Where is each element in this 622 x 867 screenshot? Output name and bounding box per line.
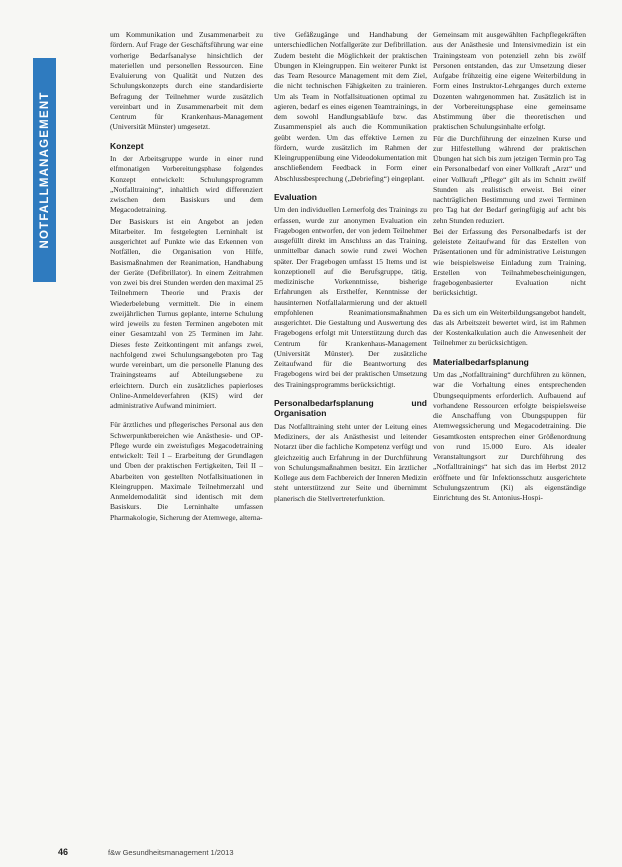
paragraph: Für die Durchführung der einzelnen Kurse und zur Hilfestellung während der praktischen Übungen hat sich bis zum jetzigen Termin pro Tag ein Personalbedarf von einer Vollkraft „Arzt“ und einer Vollkraft „Pflege“ gilt als im Schnitt zwölf Stunden als realistisch erweist. Bei einer nachträglichen Bestimmung und zwei Terminen pro Tag hat der Bedarf geringfügig auf acht bis zehn Stunden reduziert. (433, 133, 586, 225)
paragraph: Gemeinsam mit ausgewählten Fachpflegekräften aus der Anästhesie und Intensivmedizin ist ein Trainingsteam von potenziell zehn bis zwölf Personen entstanden, das zur Umsetzung dieser Aufgabe frühzeitig eine eigene Weiterbildung in Form eines Instruktor-Lehrganges durch externe Dozenten wahrgenommen hat. Zusätzlich ist in der Vorbereitungsphase eine gemeinsame Abstimmung über die theoretischen und praktischen Schulungsinhalte erfolgt. (433, 30, 586, 132)
paragraph: Um das „Notfalltraining“ durchführen zu können, war die Vorhaltung eines entsprechenden Übungsequipments erforderlich. Aufbauend auf vorhandene Ressourcen erfolgte beispielsweise die Anschaffung von Übungspuppen für Atemwegssicherung und Megacodetraining. Die Gesamtkosten entsprechen einer Größenordnung von rund 15.000 Euro. Als idealer Veranstaltungsort zur Durchführung des „Notfalltrainings“ hat sich das im Herbst 2012 eröffnete und für Infektionsschutz ausgerichtete Schulungszentrum (Ki) als eigenständige Einrichtung des St. Antonius-Hospi- (433, 370, 586, 502)
paragraph: um Kommunikation und Zusammenarbeit zu fördern. Auf Frage der Geschäftsführung war eine vorherige Bedarfsanalyse hinsichtlich der materiellen und personellen Ressourcen. Eine Evaluierung von Qualität und Nutzen des Schulungskonzepts durch eine standardisierte Befragung der Teilnehmer wurde zusätzlich vereinbart und in Zusammenarbeit mit dem Centrum für Krankenhaus-Management (Universität Münster) umgesetzt. (110, 30, 263, 132)
text-column-2 (274, 30, 427, 836)
heading-personalbedarf: Personalbedarfsplanung und Organisation (274, 397, 427, 419)
paragraph: Der Basiskurs ist ein Angebot an jeden Mitarbeiter. Im festgelegten Lerninhalt ist ausgerichtet auf Punkte wie das Erkennen von Notfällen, die Organisation von Hilfe, Basismaßnahmen der Reanimation, Handhabung der Geräte (Defibrillator). In einem Zeitrahmen von zwei bis drei Stunden werden den maximal 25 Teilnehmern Theorie und Praxis der Wiederbelebung vermittelt. Die in einem zweijährlichen Turnus geplante, interne Schulung wird jeweils zu festen Terminen angeboten mit einer Gesamtzahl von 25 Terminen im Jahr. Dieses feste Zeitkontingent mit anfangs zwei, nachfolgend zwei Schulungsangeboten pro Tag wurde vereinbart, um die personelle Planung des Trainingsteams auf Abteilungsebene zu erleichtern. Durch ein zusätzliches papierloses Online-Anmeldeverfahren (KIS) wird der administrative Aufwand minimiert. (110, 216, 263, 410)
paragraph: In der Arbeitsgruppe wurde in einer rund elfmonatigen Vorbereitungsphase folgendes Konzept entwickelt: Schulungsprogramm „Notfalltraining“, inhaltlich wird differenziert zwischen dem Basiskurs und dem Megacodetraining. (110, 154, 263, 215)
page-footer (0, 847, 622, 861)
paragraph: Für ärztliches und pflegerisches Personal aus den Schwerpunktbereichen wie Anästhesie- und OP-Pflege wurde ein zweistufiges Megacodetraining entwickelt: Teil I – Erarbeitung der Grundlagen und Üben der praktischen Fertigkeiten, Teil II – Abarbeiten von gestellten Notfallsituationen in Kleingruppen. Maximale Teilnehmerzahl und Anmeldemodalität sind identisch mit dem Basiskurs. Die Lerninhalte umfassen Pharmakologie, Sicherung der Atemwege, alterna- (110, 420, 263, 522)
page-number: 46 (58, 847, 69, 857)
text-column-3 (433, 30, 586, 836)
heading-materialbedarf: Materialbedarfsplanung (433, 356, 529, 367)
paragraph: Um den individuellen Lernerfolg des Trainings zu erfassen, wurde zur anonymen Evaluation ein Fragebogen entworfen, der von jedem Teilnehmer ausgefüllt direkt im Anschluss an das Training, unmittelbar danach sowie rund zwei Wochen später. Der Fragebogen umfasst 15 Items und ist konzeptionell auf die Berufsgruppe, tätig, medizinische Vorkenntnisse, bisherige Erfahrungen als Ersthelfer, Kenntnisse der hausinternen Notfallalarmierung und der aktuell empfohlenen Reanimationsmaßnahmen ausgerichtet. Die Gestaltung und Auswertung des Fragebogens erfolgt mit Unterstützung durch das Centrum für Krankenhaus-Management (Universität Münster). Der zusätzliche Zeitaufwand für die Beantwortung des Fragebogens wird bei der praktischen Umsetzung des Trainingsprogramms berücksichtigt. (274, 205, 427, 389)
paragraph: Das Notfalltraining steht unter der Leitung eines Mediziners, der als Anästhesist und leitender Notarzt über die fachliche Kompetenz verfügt und gleichzeitig auch Erfahrung in der Durchführung von Schulungsmaßnahmen besitzt. Ein ärztlicher Kollege aus dem Fachbereich der Inneren Medizin steht unterstützend zur Seite und übernimmt planerisch die Stellvertreterfunktion. (274, 421, 427, 503)
section-tab-label: NOTFALLMANAGEMENT (38, 91, 51, 249)
heading-konzept: Konzept (110, 140, 144, 151)
paragraph: tive Gefäßzugänge und Handhabung der unterschiedlichen Notfallgeräte zur Defibrillation. Zudem besteht die Möglichkeit der praktischen Übungen in Kleingruppen. Ein weiterer Punkt ist das Team Resource Management mit dem Ziel, die nicht technischen Fähigkeiten zu trainieren. Um als Team in Notfallsituationen optimal zu agieren, bedarf es eines eigenen Teamtrainings, in dem sowohl Handlungsabläufe bzw. das Zusammenspiel als auch die Kommunikation geübt werden. Um das effektive Lernen zu fördern, wurde zusätzlich im Rahmen der Kleingruppenübung eine Videodokumentation mit anschließendem Feedback in Form einer Abschlussbesprechung („Debriefing“) eingeplant. (274, 30, 427, 183)
journal-name: f&w Gesundheitsmanagement 1/2013 (108, 848, 234, 857)
heading-evaluation: Evaluation (274, 191, 317, 202)
paragraph: Da es sich um ein Weiterbildungsangebot handelt, das als Arbeitszeit bewertet wird, ist im Rahmen der Kostenkalkulation auch die Anwesenheit der Teilnehmer zu berücksichtigen. (433, 307, 586, 348)
paragraph: Bei der Erfassung des Personalbedarfs ist der geleistete Zeitaufwand für das Erstellen von Präsentationen und für administrative Leistungen wie beispielsweise Einladung zum Training, Erstellen von Teilnahmebescheinigungen, fragebogenbasierter Evaluation nicht berücksichtigt. (433, 226, 586, 298)
text-column-1 (110, 30, 263, 836)
section-tab (33, 58, 56, 282)
